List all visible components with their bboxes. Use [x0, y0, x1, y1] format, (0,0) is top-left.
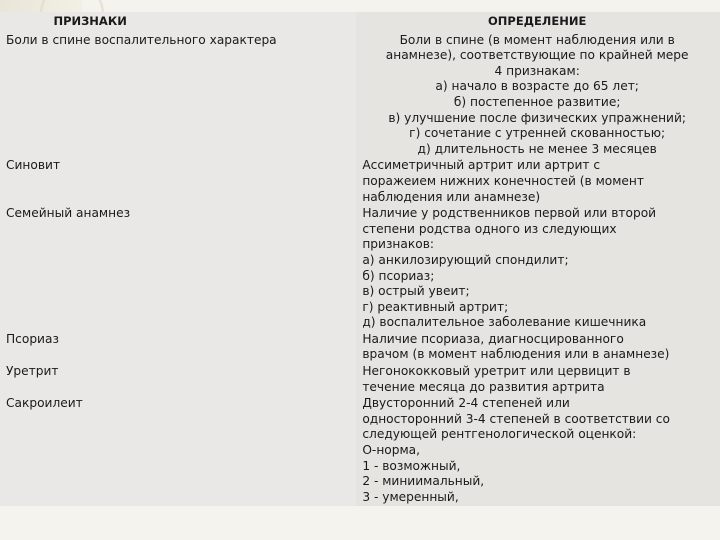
- row-sign: Боли в спине воспалительного характера: [0, 33, 356, 159]
- definition-line: поражеием нижних конечностей (в момент: [362, 173, 644, 188]
- row-definition: [356, 332, 720, 364]
- definition-line: Ассиметричный артрит или артрит с: [362, 158, 601, 173]
- definition-line: Боли в спине (в момент наблюдения или в: [399, 32, 675, 47]
- row-definition: [356, 158, 720, 206]
- definition-line: 3 - умеренный,: [362, 489, 459, 504]
- definition-line: в) улучшение после физических упражнений;: [388, 110, 686, 125]
- definition-line: 4 признакам:: [494, 63, 580, 78]
- row-sign: Семейный анамнез: [0, 206, 356, 332]
- table-row: [0, 332, 720, 364]
- row-definition: [356, 206, 720, 332]
- definition-line: признаков:: [362, 237, 434, 252]
- definition-line: г) сочетание с утренней скованностью;: [409, 126, 666, 141]
- header-signs: ПРИЗНАКИ: [0, 12, 356, 33]
- definition-line: Негонококковый уретрит или цервицит в: [362, 364, 631, 379]
- row-sign: Синовит: [0, 158, 356, 206]
- definition-line: б) псориаз;: [362, 268, 435, 283]
- definition-line: д) воспалительное заболевание кишечника: [362, 315, 647, 330]
- definition-line: д) длительность не менее 3 месяцев: [417, 141, 657, 156]
- definition-line: а) начало в возрасте до 65 лет;: [435, 79, 639, 94]
- definition-line: течение месяца до развития артрита: [362, 379, 605, 394]
- row-definition: [356, 33, 720, 159]
- definition-line: О-норма,: [362, 443, 421, 458]
- definition-line: следующей рентгенологической оценкой:: [362, 427, 637, 442]
- definition-line: в) острый увеит;: [362, 284, 470, 299]
- row-sign: Сакроилеит: [0, 396, 356, 506]
- definition-line: 1 - возможный,: [362, 458, 461, 473]
- definition-line: Двусторонний 2-4 степеней или: [362, 396, 570, 411]
- table-header-row: [0, 12, 720, 33]
- definition-line: а) анкилозирующий спондилит;: [362, 252, 569, 267]
- definition-line: Наличие у родственников первой или второй: [362, 206, 657, 221]
- definition-line: односторонний 3-4 степеней в соответствии со: [362, 411, 670, 426]
- definition-line: г) реактивный артрит;: [362, 299, 509, 314]
- definition-line: степени родства одного из следующих: [362, 221, 617, 236]
- definition-line: Наличие псориаза, диагносцированного: [362, 331, 624, 346]
- row-definition: [356, 364, 720, 396]
- table-row: [0, 33, 720, 159]
- definition-line: наблюдения или анамнезе): [362, 189, 541, 204]
- table-row: [0, 364, 720, 396]
- criteria-table: [0, 12, 720, 506]
- definition-line: 2 - миниимальный,: [362, 474, 485, 489]
- table-row: [0, 396, 720, 506]
- definition-line: б) постепенное развитие;: [453, 94, 621, 109]
- row-definition: [356, 396, 720, 506]
- table-row: [0, 158, 720, 206]
- row-sign: Уретрит: [0, 364, 356, 396]
- table-row: [0, 206, 720, 332]
- header-definition: ОПРЕДЕЛЕНИЕ: [356, 12, 720, 33]
- row-sign: Псориаз: [0, 332, 356, 364]
- definition-line: анамнезе), соответствующие по крайней мере: [385, 48, 689, 63]
- definition-line: врачом (в момент наблюдения или в анамнезе): [362, 347, 670, 362]
